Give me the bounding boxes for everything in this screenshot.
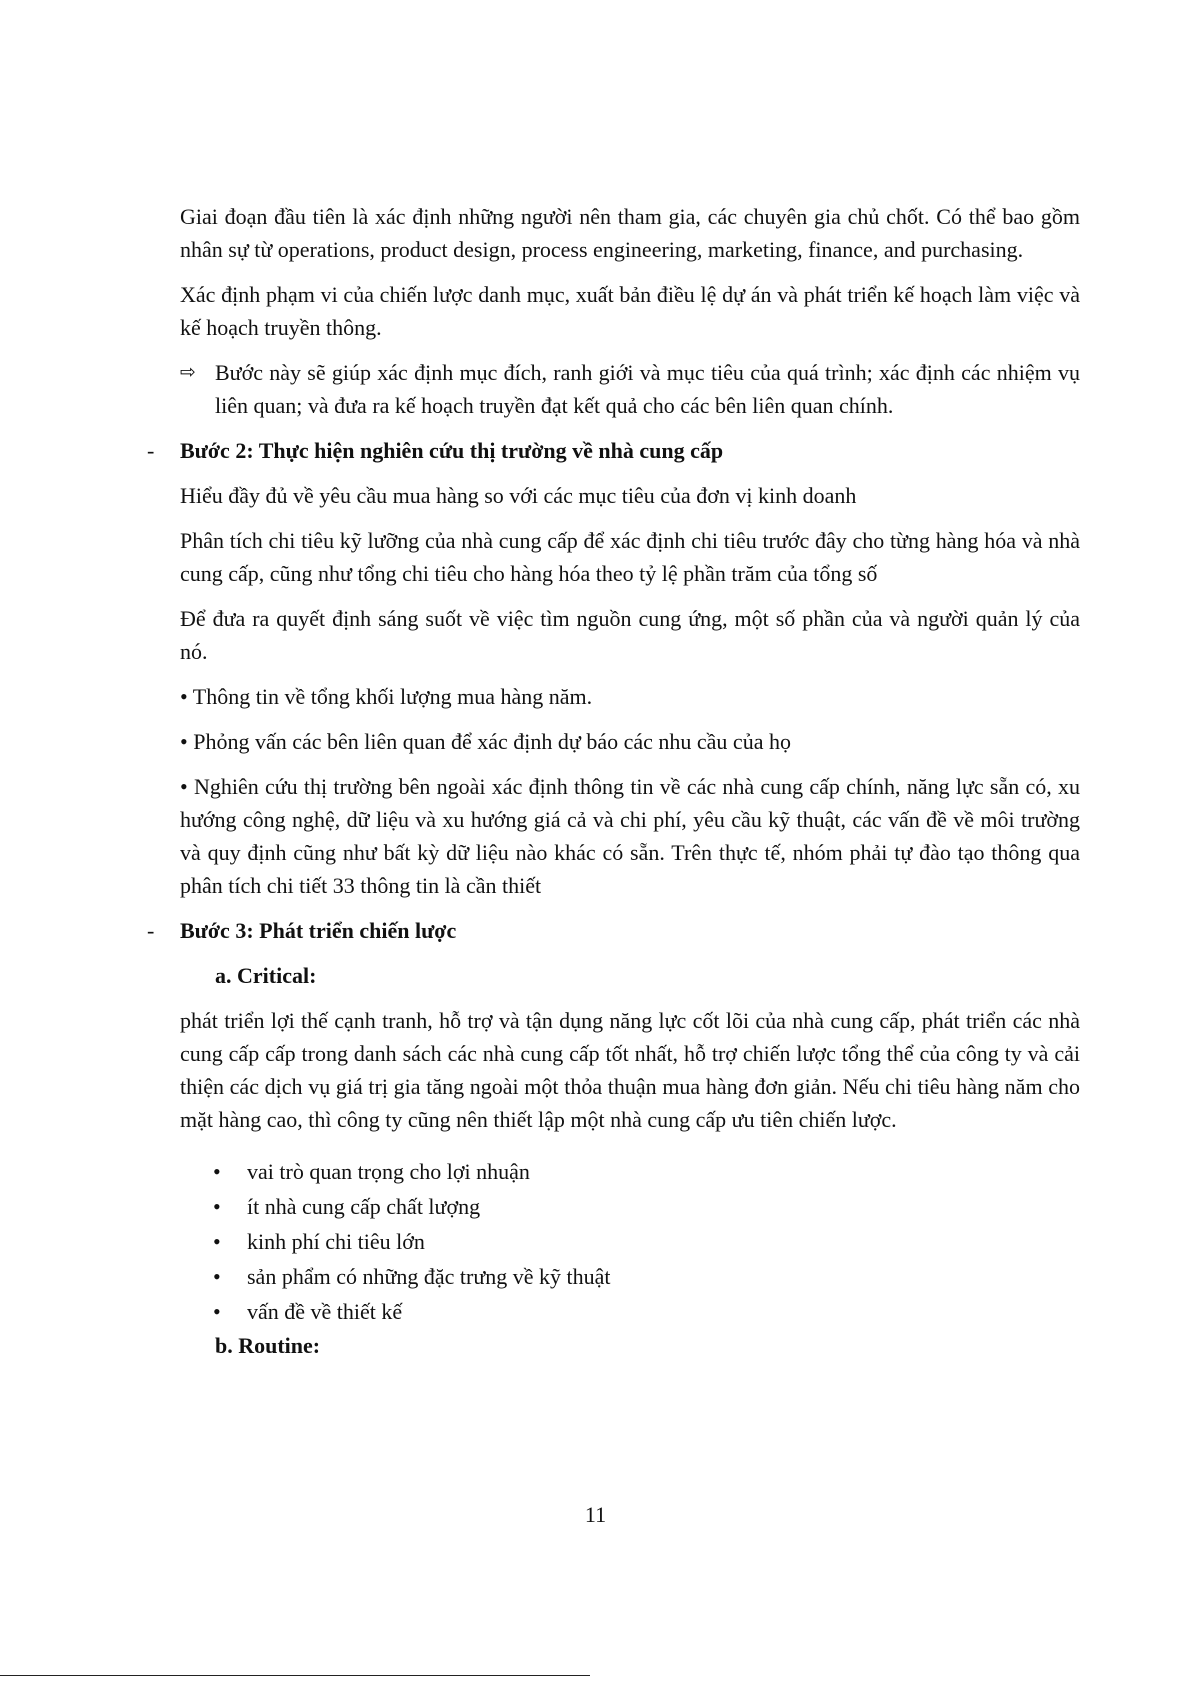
- bullet-icon: •: [213, 1299, 221, 1324]
- list-item: • kinh phí chi tiêu lớn: [180, 1224, 1080, 1259]
- step-2-heading: [147, 434, 1080, 467]
- right-arrow-icon: ⇨: [180, 361, 196, 383]
- list-item: • vấn đề về thiết kế: [180, 1294, 1080, 1329]
- step-3-title: Bước 3: Phát triển chiến lược: [180, 918, 457, 943]
- step-2-paragraph-3: Để đưa ra quyết định sáng suốt về việc tìm nguồn cung ứng, một số phần của và người quản lý của nó.: [180, 606, 1080, 664]
- step-3-dash: -: [147, 918, 155, 943]
- step-2-paragraph-2: Phân tích chi tiêu kỹ lưỡng của nhà cung cấp để xác định chi tiêu trước đây cho từng hàng hóa và nhà cung cấp, cũng như tổng chi tiêu cho hàng hóa theo tỷ lệ phần trăm của tổng số: [180, 528, 1080, 586]
- subheading-routine: b. Routine:: [215, 1333, 321, 1358]
- intro-paragraph-1: Giai đoạn đầu tiên là xác định những người nên tham gia, các chuyên gia chủ chốt. Có thể bao gồm nhân sự từ operations, product design, process engineering, marketing, finance, and purchasing.: [180, 204, 1080, 262]
- step-2-bullet-2: • Phỏng vấn các bên liên quan để xác định dự báo các nhu cầu của họ: [180, 729, 791, 754]
- bullet-icon: •: [213, 1159, 221, 1184]
- bullet-icon: •: [213, 1194, 221, 1219]
- list-item: • ít nhà cung cấp chất lượng: [180, 1189, 1080, 1224]
- arrow-note: [180, 356, 1080, 422]
- critical-bullet-list: [180, 1154, 1080, 1329]
- subheading-critical: a. Critical:: [215, 963, 317, 988]
- step-2-bullet-3: • Nghiên cứu thị trường bên ngoài xác định thông tin về các nhà cung cấp chính, năng lực sẵn có, xu hướng công nghệ, dữ liệu và xu hướng giá cả và chi phí, yêu cầu kỹ thuật, các vấn đề về môi trường và quy định cũng như bất kỳ dữ liệu nào khác có sẵn. Trên thực tế, nhóm phải tự đào tạo thông qua phân tích chi tiết 33 thông tin là cần thiết: [180, 774, 1080, 898]
- step-2-title: Bước 2: Thực hiện nghiên cứu thị trường về nhà cung cấp: [180, 438, 724, 463]
- step-2-bullet-1: • Thông tin về tổng khối lượng mua hàng năm.: [180, 684, 593, 709]
- page-content: [147, 200, 1080, 1362]
- bullet-icon: •: [213, 1229, 221, 1254]
- page-number: 11: [584, 1502, 607, 1527]
- list-item: • vai trò quan trọng cho lợi nhuận: [180, 1154, 1080, 1189]
- list-item: • sản phẩm có những đặc trưng về kỹ thuật: [180, 1259, 1080, 1294]
- step-2-dash: -: [147, 438, 155, 463]
- footer-divider: [0, 1675, 590, 1676]
- critical-paragraph: phát triển lợi thế cạnh tranh, hỗ trợ và tận dụng năng lực cốt lõi của nhà cung cấp, phát triển các nhà cung cấp cấp trong danh sách các nhà cung cấp tốt nhất, hỗ trợ chiến lược tổng thể của công ty và cải thiện các dịch vụ giá trị gia tăng ngoài một thỏa thuận mua hàng đơn giản. Nếu chi tiêu hàng năm cho mặt hàng cao, thì công ty cũng nên thiết lập một nhà cung cấp ưu tiên chiến lược.: [180, 1008, 1080, 1132]
- arrow-note-text: Bước này sẽ giúp xác định mục đích, ranh giới và mục tiêu của quá trình; xác định các nhiệm vụ liên quan; và đưa ra kế hoạch truyền đạt kết quả cho các bên liên quan chính.: [215, 360, 1080, 418]
- bullet-icon: •: [213, 1264, 221, 1289]
- step-3-heading: [147, 914, 1080, 947]
- intro-paragraph-2: Xác định phạm vi của chiến lược danh mục, xuất bản điều lệ dự án và phát triển kế hoạch làm việc và kế hoạch truyền thông.: [180, 282, 1080, 340]
- step-2-paragraph-1: Hiểu đầy đủ về yêu cầu mua hàng so với các mục tiêu của đơn vị kinh doanh: [180, 483, 857, 508]
